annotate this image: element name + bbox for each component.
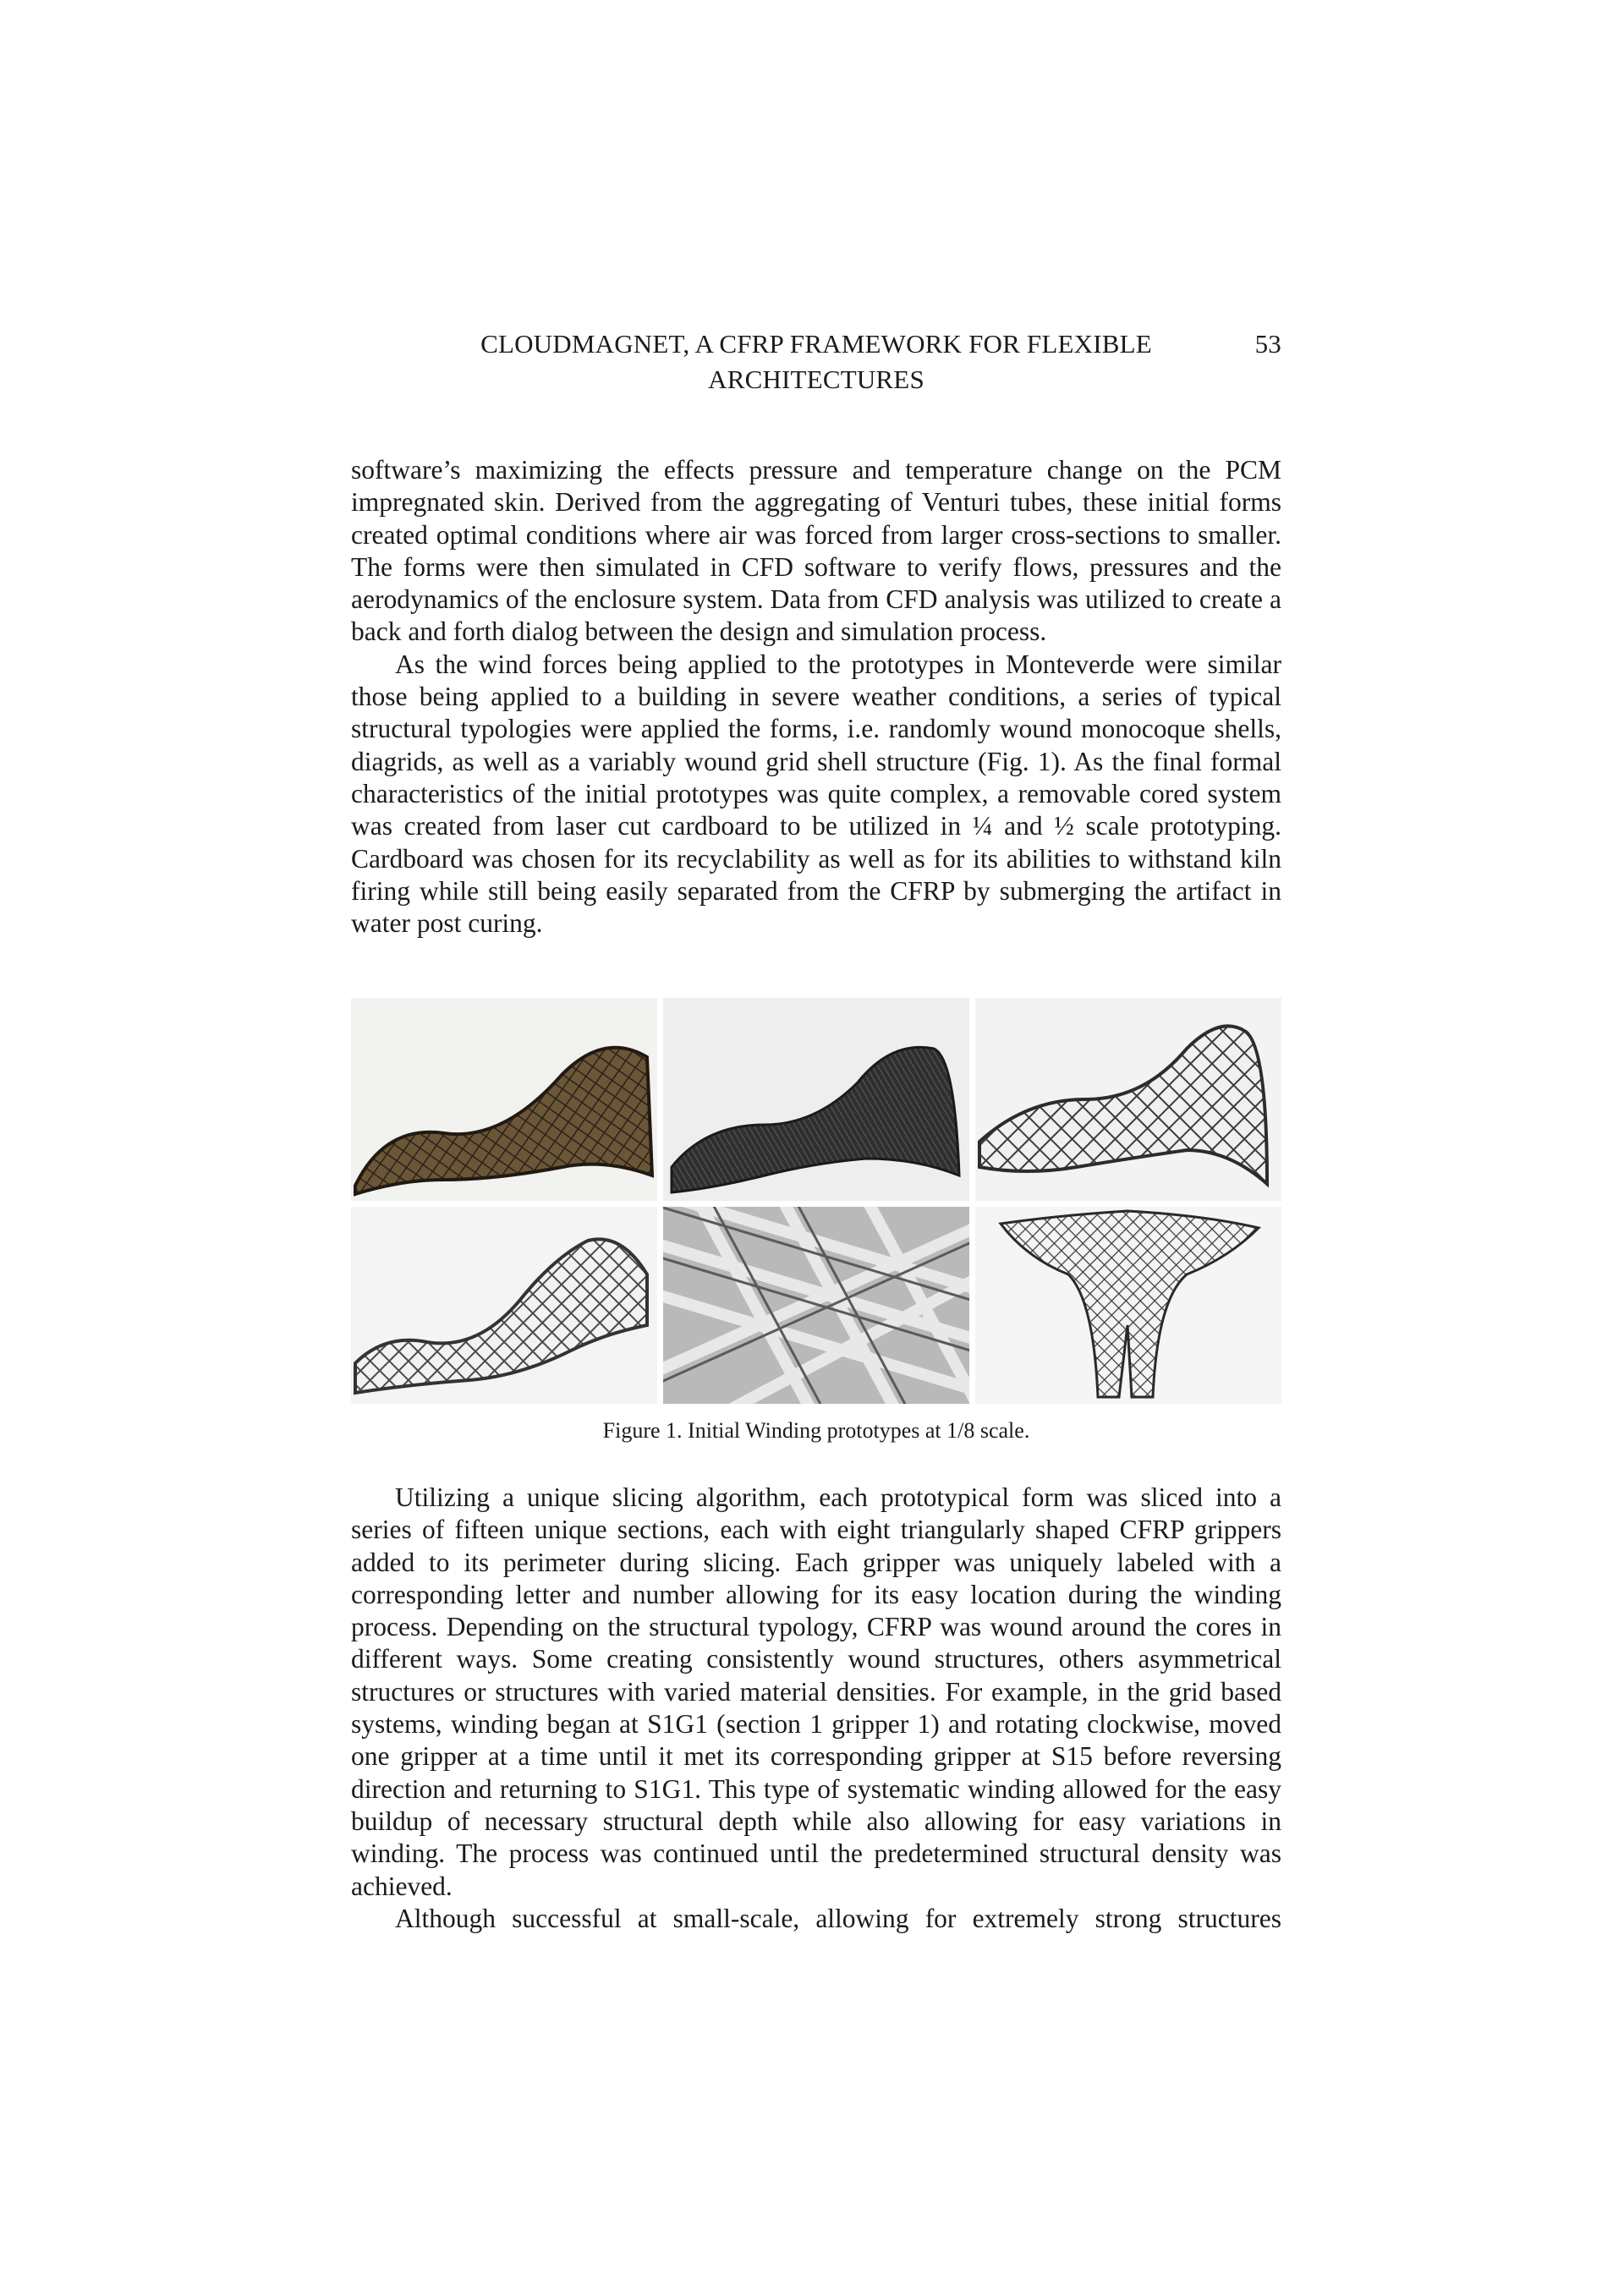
prototype-photo-diagrid-grey: [351, 1207, 657, 1404]
prototype-photo-grid-shell-grey: [975, 998, 1281, 1201]
prototype-photo-diagrid-brown: [351, 998, 657, 1201]
figure-caption: Figure 1. Initial Winding prototypes at 1/8 scale.: [602, 1418, 1030, 1443]
running-head: [351, 326, 1281, 397]
page-number: 53: [1254, 329, 1281, 359]
body-text-top: [351, 454, 1281, 940]
paragraph-continues: Although successful at small-scale, allowing for extremely strong structures: [395, 1903, 1281, 1933]
paragraph-continued: software’s maximizing the effects pressure and temperature change on the PCM impregnated skin. Derived from the aggregating of Venturi tubes, these initial forms created optimal conditions where air was forced from larger cross-sections to smaller. The forms were then simulated in CFD software to verify flows, pressures and the aerodynamics of the enclosure system. Data from CFD analysis was utilized to create a back and forth dialog between the design and simulation process.: [351, 455, 1281, 647]
prototype-photo-winding-detail: [663, 1207, 969, 1404]
running-title-line-1: CLOUDMAGNET, A CFRP FRAMEWORK FOR FLEXIBLE: [480, 329, 1152, 359]
paragraph: As the wind forces being applied to the prototypes in Monteverde were similar those being applied to a building in severe weather conditions, a series of typical structural typologies were applied the forms, i.e. randomly wound monocoque shells, diagrids, as well as a variably wound grid shell structure (Fig. 1). As the final formal characteristics of the initial prototypes was quite complex, a removable cored system was created from laser cut cardboard to be utilized in ¼ and ½ scale prototyping. Cardboard was chosen for its recyclability as well as for its abilities to withstand kiln firing while still being easily separated from the CFRP by submerging the artifact in water post curing.: [351, 649, 1281, 939]
prototype-photo-branching-grid-shell: [975, 1207, 1281, 1404]
body-text-bottom: [351, 1482, 1281, 1935]
prototype-photo-monocoque-black: [663, 998, 969, 1201]
figure-1: [351, 998, 1281, 1404]
paragraph: Utilizing a unique slicing algorithm, each prototypical form was sliced into a series of fifteen unique sections, each with eight triangularly shaped CFRP grippers added to its perimeter during slicing. Each gripper was uniquely labeled with a corresponding letter and number allowing for its easy location during the winding process. Depending on the structural typology, CFRP was wound around the cores in different ways. Some creating consistently wound structures, others asymmetrical structures or structures with varied material densities. For example, in the grid based systems, winding began at S1G1 (section 1 gripper 1) and rotating clockwise, moved one gripper at a time until it met its corresponding gripper at S15 before reversing direction and returning to S1G1. This type of systematic winding allowed for the easy buildup of necessary structural depth while also allowing for easy variations in winding. The process was continued until the predetermined structural density was achieved.: [351, 1482, 1281, 1901]
running-title-line-2: ARCHITECTURES: [708, 364, 924, 394]
